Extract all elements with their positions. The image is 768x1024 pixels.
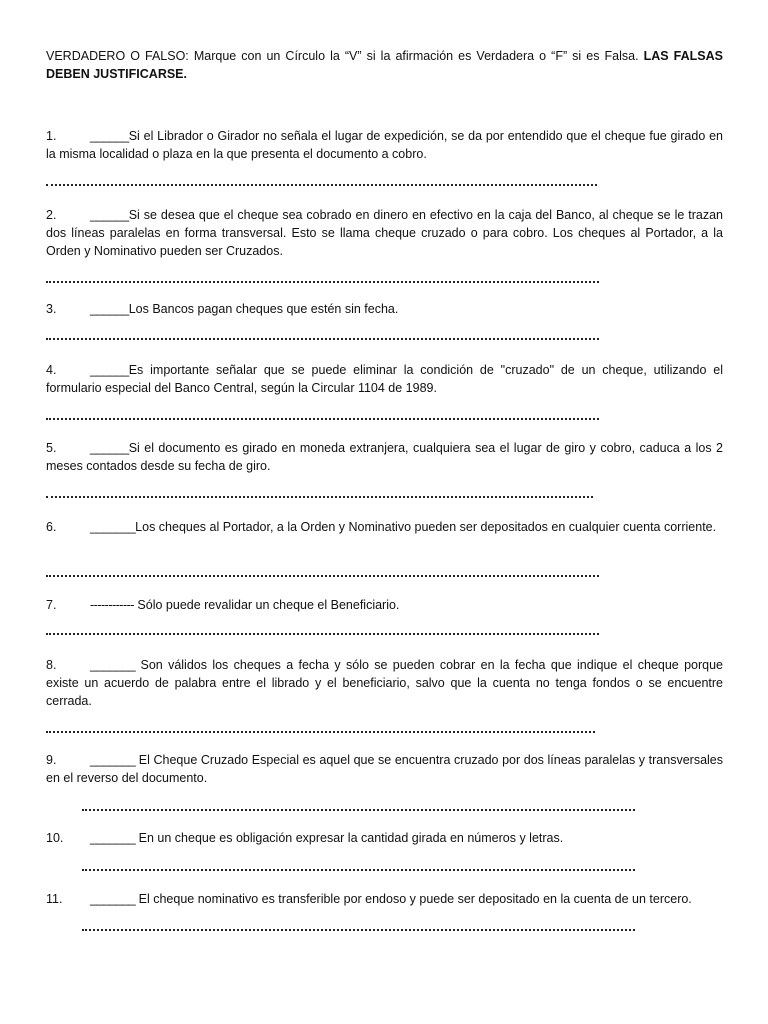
question-number: 4.	[46, 363, 57, 377]
question-text: Es importante señalar que se puede eliminar la condición de "cruzado" de un cheque, utilizando el formulario especial del Banco Central, según la Circular 1104 de 1989.	[46, 363, 723, 395]
question-text: Los Bancos pagan cheques que estén sin fecha.	[128, 302, 399, 316]
justification-line-7[interactable]	[46, 627, 599, 635]
justification-line-3[interactable]	[46, 332, 599, 340]
instructions-emphasis: LAS FALSAS DEBEN JUSTIFICARSE.	[46, 49, 723, 81]
justification-line-10[interactable]	[82, 863, 635, 871]
question-text: Sólo puede revalidar un cheque el Beneficiario.	[133, 598, 400, 612]
question-number: 5.	[46, 441, 57, 455]
question-item-8	[46, 656, 723, 710]
question-item-6	[46, 518, 723, 536]
justification-line-9[interactable]	[82, 803, 635, 811]
question-number: 1.	[46, 129, 57, 143]
answer-blank[interactable]: ______	[90, 302, 129, 316]
justification-line-8[interactable]	[46, 725, 595, 733]
answer-blank[interactable]: _______	[90, 520, 136, 534]
justification-line-4[interactable]	[46, 412, 599, 420]
question-text: El Cheque Cruzado Especial es aquel que se encuentra cruzado por dos líneas paralelas y transversales en el reverso del documento.	[46, 753, 723, 785]
question-number: 11.	[46, 892, 63, 906]
answer-blank[interactable]: _______	[90, 658, 136, 672]
answer-blank[interactable]: ______	[90, 441, 129, 455]
question-item-2	[46, 206, 723, 260]
answer-blank[interactable]: ______	[90, 363, 129, 377]
question-text: Son válidos los cheques a fecha y sólo se pueden cobrar en la fecha que indique el cheque porque existe un acuerdo de palabra entre el librado y el beneficiario, salvo que la cuenta no tenga fondos o se encuentre cerrada.	[46, 658, 723, 708]
question-item-9	[46, 751, 723, 787]
instructions-text: VERDADERO O FALSO: Marque con un Círculo la “V” si la afirmación es Verdadera o “F” si es Falsa.	[46, 49, 639, 63]
question-number: 6.	[46, 520, 57, 534]
answer-blank[interactable]: ------------	[90, 598, 134, 612]
question-text: Si el Librador o Girador no señala el lugar de expedición, se da por entendido que el cheque fue girado en la misma localidad o plaza en la que presenta el documento a cobro.	[46, 129, 723, 161]
answer-blank[interactable]: _______	[90, 892, 136, 906]
answer-blank[interactable]: ______	[90, 208, 129, 222]
justification-line-1[interactable]	[46, 178, 597, 186]
question-text: Si se desea que el cheque sea cobrado en dinero en efectivo en la caja del Banco, al cheque se le trazan dos líneas paralelas en forma transversal. Esto se llama cheque cruzado o para cobro. Los cheques al Portador, a la Orden y Nominativo pueden ser Cruzados.	[46, 208, 723, 258]
question-number: 7.	[46, 598, 57, 612]
question-item-4	[46, 361, 723, 397]
question-item-7	[46, 596, 723, 614]
question-number: 9.	[46, 753, 57, 767]
question-number: 2.	[46, 208, 57, 222]
question-item-11	[46, 890, 723, 908]
answer-blank[interactable]: _______	[90, 831, 136, 845]
question-number: 10.	[46, 831, 64, 845]
question-text: Si el documento es girado en moneda extranjera, cualquiera sea el lugar de giro y cobro, caduca a los 2 meses contados desde su fecha de giro.	[46, 441, 723, 473]
answer-blank[interactable]: ______	[90, 129, 129, 143]
question-text: En un cheque es obligación expresar la cantidad girada en números y letras.	[135, 831, 564, 845]
question-number: 3.	[46, 302, 57, 316]
justification-line-11[interactable]	[82, 923, 635, 931]
question-item-3	[46, 300, 723, 318]
justification-line-6[interactable]	[46, 569, 599, 577]
justification-line-2[interactable]	[46, 275, 599, 283]
question-item-1	[46, 127, 723, 163]
answer-blank[interactable]: _______	[90, 753, 136, 767]
justification-line-5[interactable]	[46, 490, 593, 498]
question-number: 8.	[46, 658, 57, 672]
question-item-10	[46, 829, 723, 847]
question-item-5	[46, 439, 723, 475]
question-text: Los cheques al Portador, a la Orden y Nominativo pueden ser depositados en cualquier cuenta corriente.	[135, 520, 717, 534]
question-text: El cheque nominativo es transferible por endoso y puede ser depositado en la cuenta de un tercero.	[135, 892, 692, 906]
instructions	[46, 47, 723, 83]
